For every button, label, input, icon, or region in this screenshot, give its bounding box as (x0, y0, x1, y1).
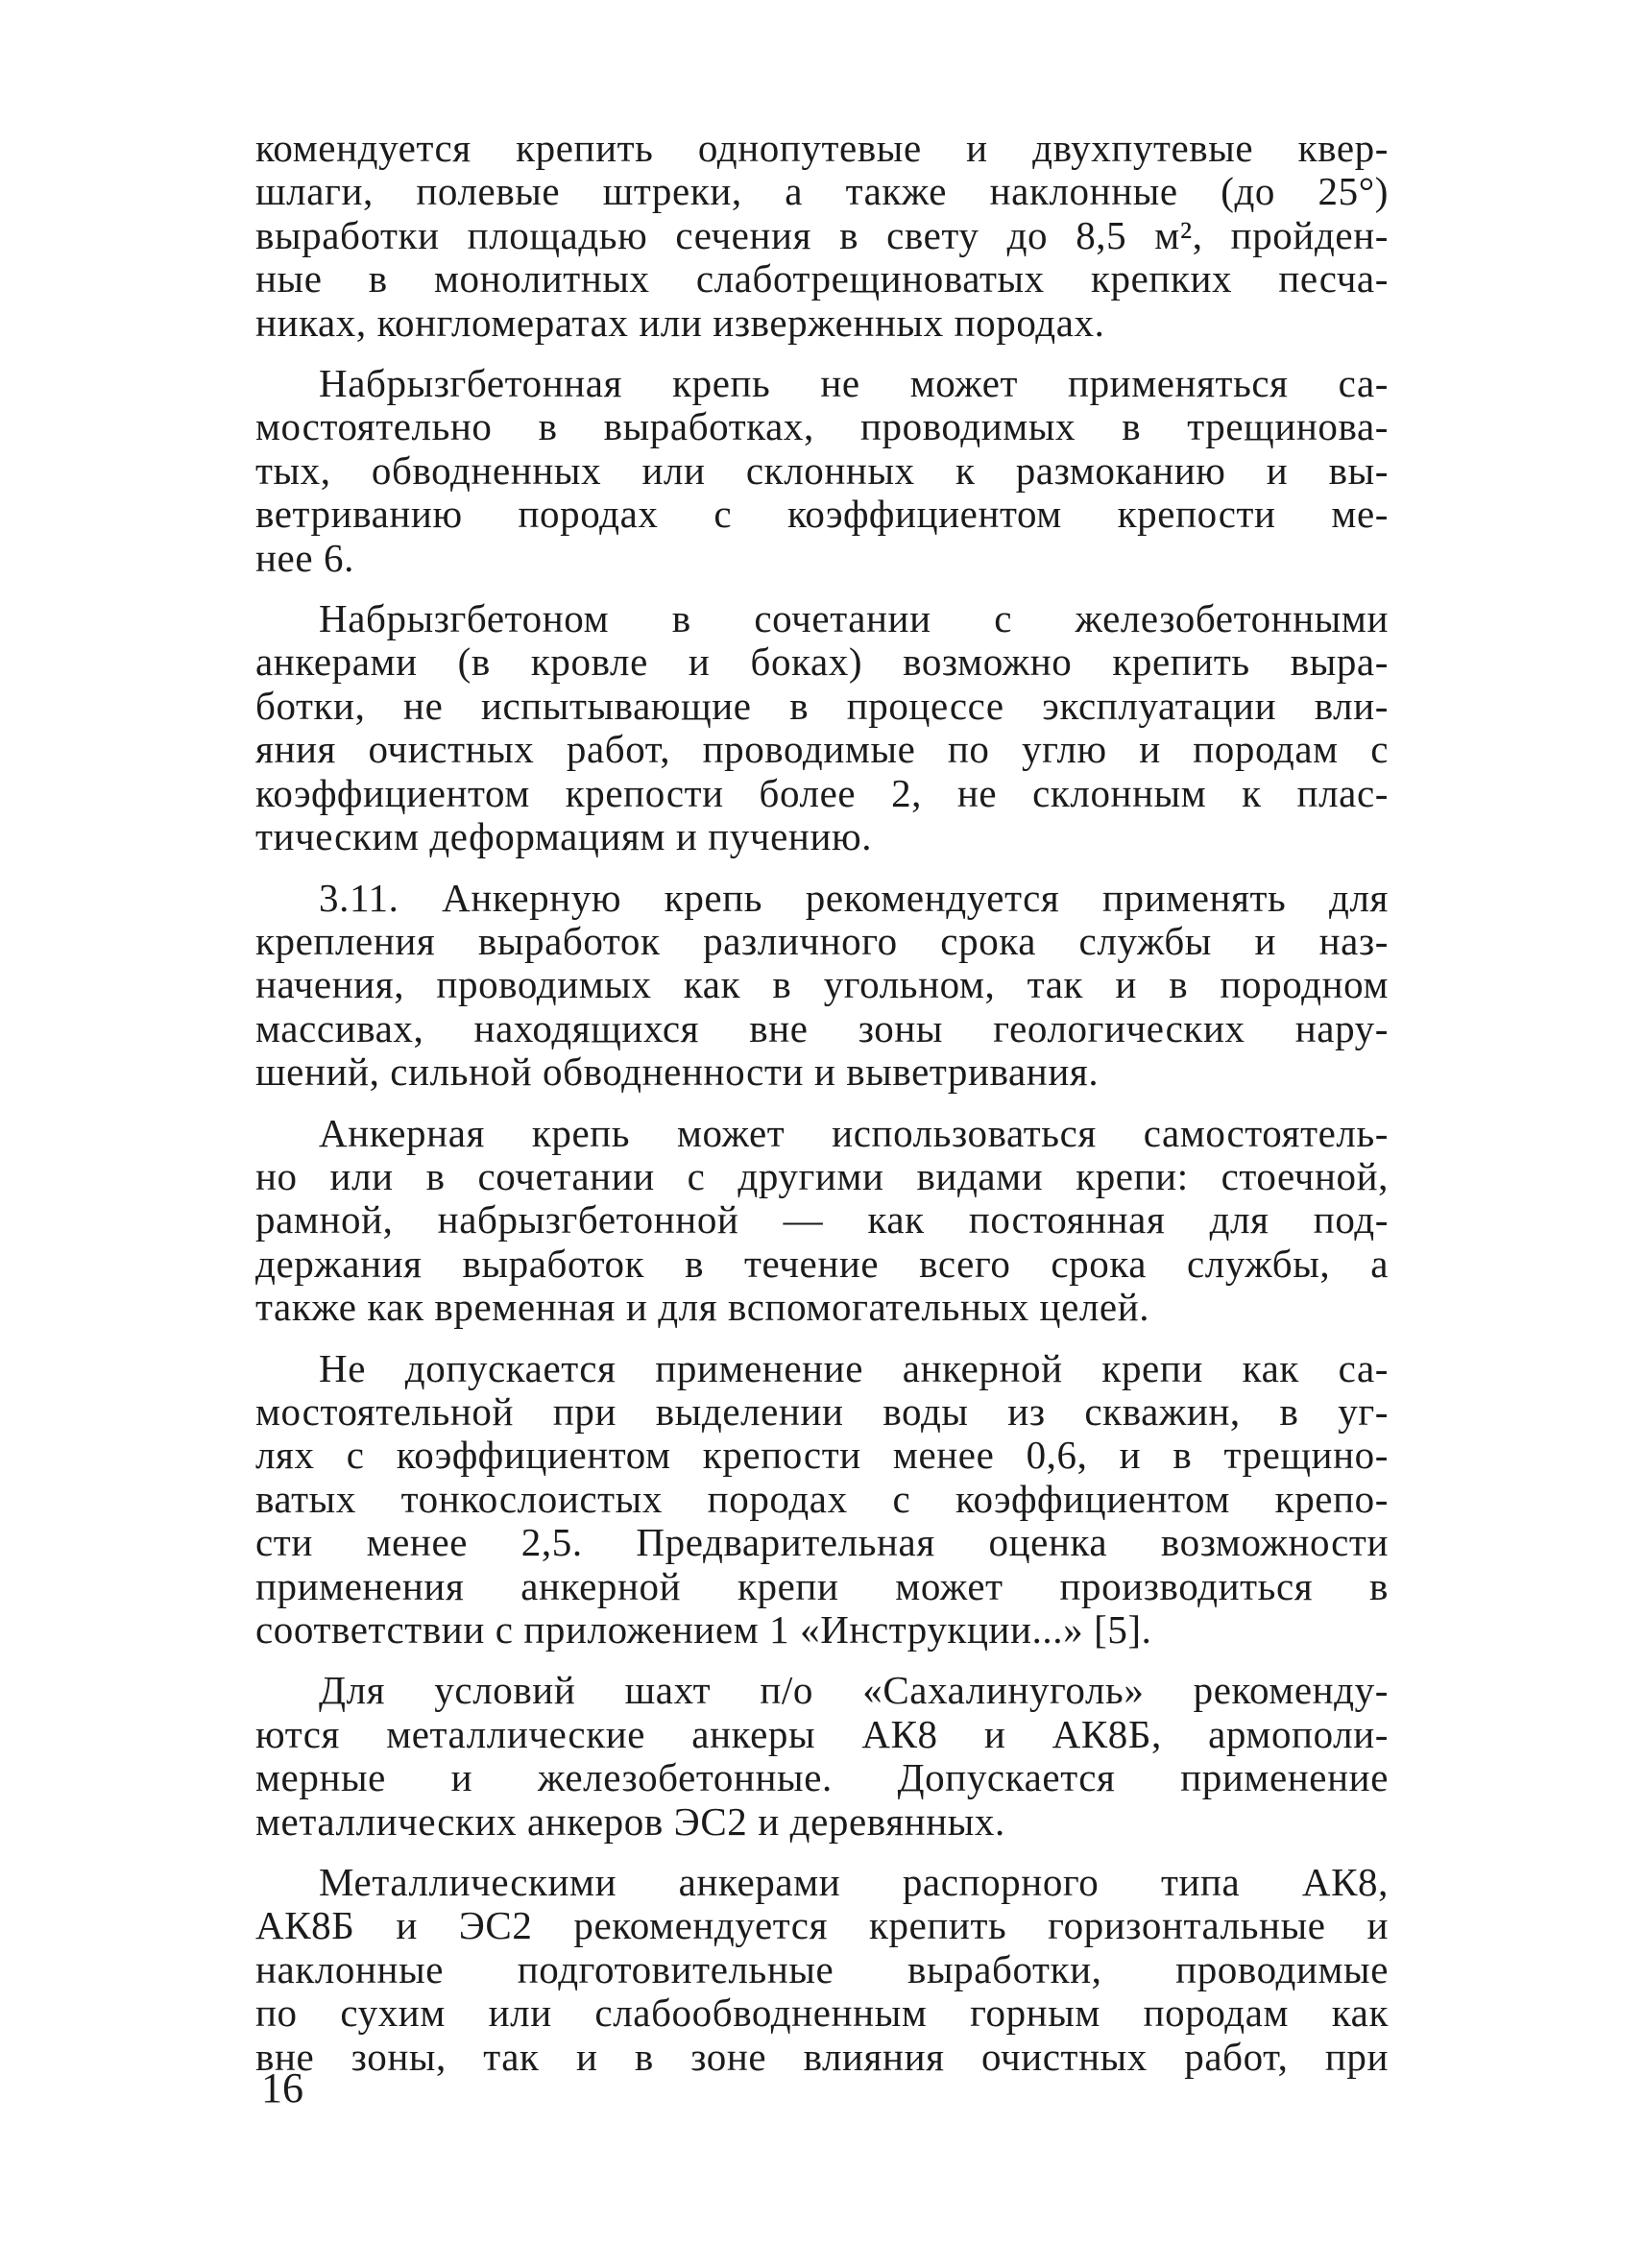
text-line: нее 6. (255, 535, 354, 580)
body-text (255, 127, 1389, 2096)
text-line: выработки площадью сечения в свету до 8,5 м², пройден- (255, 212, 1389, 257)
text-line: ботки, не испытывающие в процессе эксплуатации вли- (255, 683, 1389, 728)
text-line: лях с коэффициентом крепости менее 0,6, и в трещино- (255, 1433, 1389, 1478)
paragraph-section-3-11 (255, 877, 1389, 1095)
text-line: соответствии с приложением 1 «Инструкции...» [5]. (255, 1607, 1152, 1652)
paragraph-anchor-restrictions (255, 1347, 1389, 1653)
text-line: анкерами (в кровле и боках) возможно крепить выра- (255, 639, 1389, 685)
text-line: мостоятельной при выделении воды из скважин, в уг- (255, 1388, 1389, 1434)
page-number: 16 (261, 2064, 303, 2111)
text-line: металлических анкеров ЭС2 и деревянных. (255, 1798, 1005, 1844)
text-line: коэффициентом крепости более 2, не склонным к плас- (255, 770, 1389, 815)
text-line: также как временная и для вспомогательных целей. (255, 1285, 1150, 1330)
text-line: шлаги, полевые штреки, а также наклонные (до 25°) (255, 169, 1389, 214)
text-line: Металлическими анкерами распорного типа АК8, (319, 1860, 1389, 1905)
paragraph-sakhalinugol (255, 1669, 1389, 1844)
text-line: тическим деформациям и пучению. (255, 814, 873, 859)
text-line: ватых тонкослоистых породах с коэффициентом крепо- (255, 1476, 1389, 1521)
text-line: наклонные подготовительные выработки, проводимые (255, 1946, 1389, 1991)
text-line: массивах, находящихся вне зоны геологических нару- (255, 1005, 1389, 1050)
text-line: вне зоны, так и в зоне влияния очистных работ, при (255, 2034, 1389, 2079)
text-line: Анкерная крепь может использоваться самостоятель- (319, 1110, 1389, 1155)
text-line: сти менее 2,5. Предварительная оценка возможности (255, 1520, 1389, 1565)
text-line: Набрызгбетонная крепь не может применяться са- (319, 361, 1389, 406)
paragraph-anchor-usage (255, 1112, 1389, 1330)
text-line: Не допускается применение анкерной крепи как са- (319, 1345, 1389, 1390)
paragraph-shotcrete-anchors (255, 597, 1389, 858)
text-line: мостоятельно в выработках, проводимых в трещинова- (255, 404, 1389, 449)
text-line: никах, конгломератах или изверженных породах. (255, 300, 1105, 345)
text-line: комендуется крепить однопутевые и двухпутевые квер- (255, 126, 1389, 170)
text-line: по сухим или слабообводненным горным породам как (255, 1991, 1389, 2036)
paragraph-shotcrete-limits (255, 362, 1389, 580)
text-line: крепления выработок различного срока службы и наз- (255, 918, 1389, 963)
text-line: ветриванию породах с коэффициентом крепости ме- (255, 492, 1389, 537)
text-line: но или в сочетании с другими видами крепи: стоечной, (255, 1153, 1389, 1198)
text-line: яния очистных работ, проводимые по углю и породам с (255, 727, 1389, 772)
paragraph-continuation (255, 127, 1389, 345)
text-line: 3.11. Анкерную крепь рекомендуется применять для (319, 875, 1389, 920)
text-line: ются металлические анкеры АК8 и АК8Б, армополи- (255, 1711, 1389, 1756)
paragraph-metal-anchors (255, 1861, 1389, 2079)
text-line: шений, сильной обводненности и выветривания. (255, 1050, 1100, 1095)
text-line: тых, обводненных или склонных к размоканию и вы- (255, 447, 1389, 493)
text-line: АК8Б и ЭС2 рекомендуется крепить горизонтальные и (255, 1903, 1389, 1948)
text-line: ные в монолитных слаботрещиноватых крепких песча- (255, 256, 1389, 302)
text-line: Набрызгбетоном в сочетании с железобетонными (319, 596, 1389, 641)
text-line: начения, проводимых как в угольном, так и в породном (255, 962, 1389, 1007)
text-line: мерные и железобетонные. Допускается применение (255, 1755, 1389, 1800)
text-line: Для условий шахт п/о «Сахалинуголь» рекоменду- (319, 1668, 1389, 1713)
text-line: применения анкерной крепи может производиться в (255, 1563, 1389, 1608)
text-line: рамной, набрызгбетонной — как постоянная для под- (255, 1197, 1389, 1243)
text-line: держания выработок в течение всего срока службы, а (255, 1241, 1389, 1286)
